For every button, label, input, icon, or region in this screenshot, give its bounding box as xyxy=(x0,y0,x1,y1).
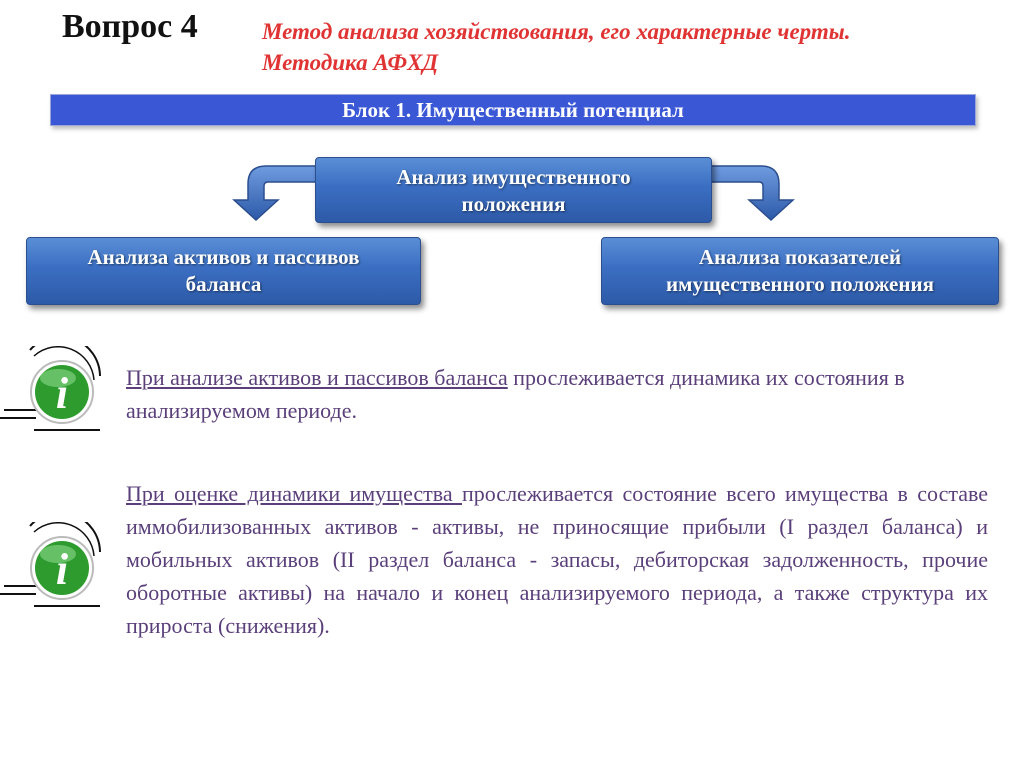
arrow-left-icon xyxy=(226,160,322,222)
note-paragraph-1 xyxy=(126,361,988,427)
info-icon xyxy=(0,346,110,436)
box-right-line-1: Анализа показателей xyxy=(698,245,902,269)
info-icon-symbol: i xyxy=(55,545,69,594)
info-icon xyxy=(0,522,110,612)
box-left-line-2: баланса xyxy=(185,272,262,296)
note-paragraph-2 xyxy=(126,477,988,642)
box-property-indicators xyxy=(601,237,999,305)
slide-title-line-1: Метод анализа хозяйствования, его характерные черты. xyxy=(262,19,851,44)
box-assets-liabilities xyxy=(26,237,421,305)
info-icon-symbol: i xyxy=(55,369,69,418)
slide-title xyxy=(262,16,850,78)
box-left-line-1: Анализа активов и пассивов xyxy=(87,245,360,269)
box-main-line-1: Анализ имущественного xyxy=(396,165,631,189)
note-1-emphasis: При анализе активов и пассивов баланса xyxy=(126,365,508,390)
note-1-text: прослеживается динамика их состояния в анализируемом периоде. xyxy=(126,365,905,423)
box-property-analysis xyxy=(315,157,712,223)
arrow-right-icon xyxy=(705,160,801,222)
note-2-emphasis: При оценке динамики имущества xyxy=(126,481,462,506)
slide-title-line-2: Методика АФХД xyxy=(262,50,439,75)
question-number: Вопрос 4 xyxy=(62,8,198,45)
block-banner xyxy=(50,94,976,126)
box-right-line-2: имущественного положения xyxy=(666,272,934,296)
note-2-text: прослеживается состояние всего имущества в составе иммобилизованных активов - активы, не приносящие прибыли (I раздел баланса) и мобильных активов (II раздел баланса - запасы, дебиторская задолженность, прочие оборотные активы) на начало и конец анализируемого периода, а также структура их прироста (снижения). xyxy=(126,481,989,638)
block-label: Блок 1. Имущественный потенциал xyxy=(342,98,684,122)
box-main-line-2: положения xyxy=(461,192,566,216)
